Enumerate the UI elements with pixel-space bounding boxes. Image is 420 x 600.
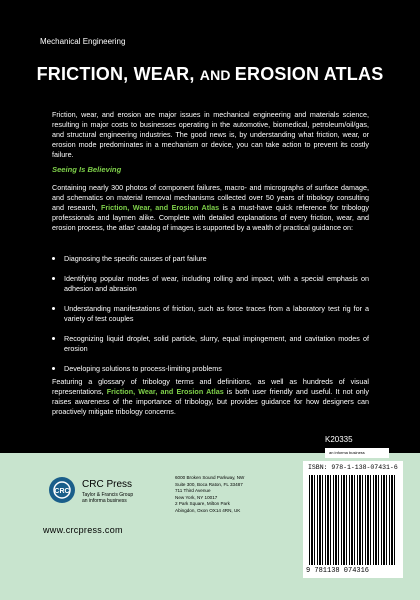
bullet-item: Identifying popular modes of wear, including rolling and impact, with a special emphasis on adhesion and abrasion — [52, 274, 369, 294]
closing-part1: Featuring a glossary of tribology terms and definitions, as well as hundreds of visual representations, — [52, 377, 369, 396]
body-part1: Containing nearly 300 photos of component failures, macro- and micrographs of surface damage, and schematics on material removal mechanisms collected over 50 years of tribology consulting and research, — [52, 183, 369, 212]
subheading: Seeing Is Believing — [52, 165, 122, 174]
address-line: Abingdon, Oxon OX14 4RN, UK — [175, 507, 241, 513]
body-paragraph — [52, 183, 369, 233]
title-small: AND — [199, 67, 235, 83]
category-label: Mechanical Engineering — [40, 37, 126, 46]
intro-paragraph: Friction, wear, and erosion are major issues in mechanical engineering and materials science, resulting in major costs to businesses operating in the automotive, biomedical, petroleum/oil/gas, and structural engineering industries. The good news is, by understanding what friction, wear, or erosion mode predominates in a mechanism or device, you can take action to prevent its costly failure. — [52, 110, 369, 159]
barcode-bars — [309, 475, 397, 565]
title-main: FRICTION, WEAR, — [36, 64, 200, 84]
body-book-title: Friction, Wear, and Erosion Atlas — [100, 203, 220, 212]
crc-logo-icon — [48, 476, 76, 504]
address-line: 711 Third Avenue — [175, 488, 211, 493]
publisher-group: Taylor & Francis Group — [82, 492, 134, 498]
address-line: New York, NY 10017 — [175, 494, 218, 500]
product-code: K20335 — [325, 435, 353, 444]
isbn-bottom: 9 781138 074316 — [306, 567, 370, 575]
svg-text:CRC: CRC — [54, 488, 70, 495]
publisher-informa: an informa business — [82, 498, 127, 504]
address-line: 6000 Broken Sound Parkway, NW — [175, 475, 245, 480]
publisher-name: CRC Press — [82, 479, 133, 490]
address-line: Suite 300, Boca Raton, FL 33487 — [175, 481, 243, 487]
barcode — [303, 461, 403, 578]
closing-book-title: Friction, Wear, and Erosion Atlas — [106, 387, 224, 396]
book-title — [0, 64, 420, 85]
informa-tag: an informa business — [325, 448, 389, 458]
closing-paragraph — [52, 377, 369, 417]
address-line: 2 Park Square, Milton Park — [175, 501, 230, 506]
closing-part2: is both user friendly and useful. It not only raises awareness of the importance of tribology, but provides guidance for how designers can proactively mitigate tribology concerns. — [52, 387, 369, 416]
bullet-item: Diagnosing the specific causes of part failure — [52, 254, 369, 264]
title-end: EROSION ATLAS — [234, 64, 384, 84]
isbn-top: ISBN: 978-1-138-07431-6 — [308, 464, 398, 471]
publisher-website[interactable]: www.crcpress.com — [43, 525, 123, 535]
bullet-item: Understanding manifestations of friction, such as force traces from a laboratory test rig for a variety of test couples — [52, 304, 369, 324]
publisher-addresses — [175, 475, 295, 514]
bullet-item: Developing solutions to process-limiting problems — [52, 364, 369, 374]
bullet-item: Recognizing liquid droplet, solid particle, slurry, equal impingement, and cavitation modes of erosion — [52, 334, 369, 354]
bullet-list — [52, 254, 369, 384]
body-part2: is a must-have quick reference for tribology professionals and laymen alike. Complete with detailed explanations of every friction, wear, and erosion process, the atlas' catalog of images is supported by a wealth of practical guidance on: — [52, 203, 370, 232]
